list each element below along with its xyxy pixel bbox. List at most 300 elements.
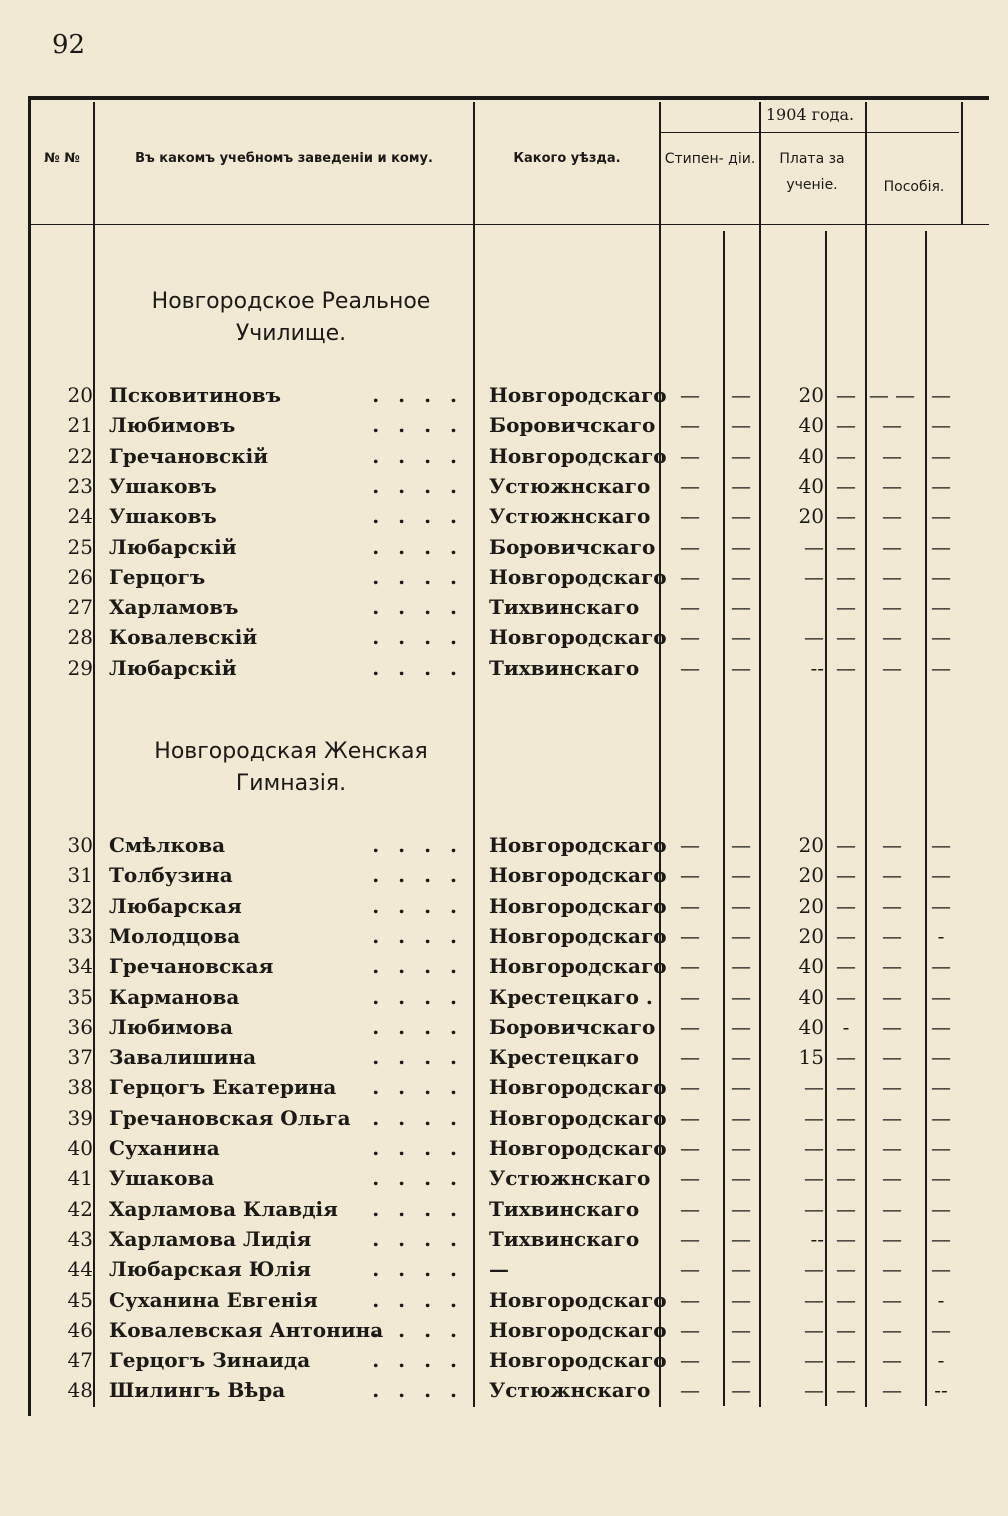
allowance-value: — —: [868, 383, 916, 407]
fee-value: —: [804, 1136, 824, 1160]
leader-dots: . . . .: [372, 954, 463, 979]
row-number: 46: [67, 1317, 93, 1342]
stipend-value: —: [680, 473, 700, 498]
header-rule: [31, 224, 989, 225]
student-name: Любарскій: [109, 655, 237, 680]
allowance-value: —: [882, 954, 902, 979]
fee-value: —: [836, 1075, 856, 1100]
stipend-value: —: [731, 473, 751, 498]
stipend-value: —: [731, 534, 751, 559]
row-number: 47: [67, 1348, 93, 1373]
stipend-value: —: [731, 1166, 751, 1191]
student-name: Гречановская Ольга: [109, 1105, 351, 1130]
allowance-value: —: [931, 1196, 951, 1221]
stipend-value: —: [731, 595, 751, 620]
table-row: [31, 1254, 989, 1284]
district: Боровичскаго: [489, 534, 656, 559]
stipend-value: —: [680, 954, 700, 979]
header-allowance: Пособія.: [883, 179, 945, 195]
allowance-value: —: [882, 1045, 902, 1070]
district: Тихвинскаго: [489, 1226, 640, 1251]
allowance-value: —: [931, 504, 951, 529]
row-number: 48: [67, 1378, 93, 1403]
allowance-value: —: [931, 833, 951, 857]
allowance-value: -: [937, 923, 945, 948]
fee-value: 40: [798, 1014, 824, 1039]
row-number: 26: [67, 564, 93, 589]
leader-dots: . . . .: [372, 564, 463, 589]
stipend-value: —: [731, 1075, 751, 1100]
allowance-value: -: [937, 1348, 945, 1373]
fee-value: -: [842, 1014, 850, 1039]
stipend-value: —: [731, 655, 751, 680]
stipend-value: —: [731, 1287, 751, 1312]
leader-dots: . . . .: [372, 1105, 463, 1130]
fee-value: 15: [798, 1045, 824, 1070]
fee-value: —: [804, 534, 824, 559]
allowance-value: —: [882, 1348, 902, 1373]
student-name: Любимова: [109, 1014, 233, 1039]
allowance-value: —: [931, 1136, 951, 1160]
leader-dots: . . . .: [372, 1317, 463, 1342]
leader-dots: . . . .: [372, 1196, 463, 1221]
table-row: [31, 1103, 989, 1133]
allowance-value: —: [882, 413, 902, 438]
fee-value: —: [804, 1287, 824, 1312]
row-number: 44: [67, 1257, 93, 1282]
fee-value: —: [804, 625, 824, 650]
table-row: [31, 1375, 989, 1405]
allowance-value: —: [882, 1105, 902, 1130]
stipend-value: —: [680, 534, 700, 559]
fee-value: —: [804, 1378, 824, 1403]
table-row: [31, 622, 989, 652]
table-row: [31, 501, 989, 531]
row-number: 43: [67, 1226, 93, 1251]
allowance-value: —: [882, 1136, 902, 1160]
district: Новгородскаго: [489, 833, 667, 857]
table-row: [31, 380, 989, 410]
leader-dots: . . . .: [372, 1287, 463, 1312]
allowance-value: —: [931, 443, 951, 468]
fee-value: —: [836, 473, 856, 498]
row-number: 29: [67, 655, 93, 680]
district: Новгородскаго: [489, 1348, 667, 1373]
table-row: [31, 592, 989, 622]
fee-value: —: [836, 443, 856, 468]
row-number: 41: [67, 1166, 93, 1191]
district: Боровичскаго: [489, 413, 656, 438]
fee-value: —: [836, 923, 856, 948]
student-name: Гречановская: [109, 954, 274, 979]
district: Крестецкаго: [489, 1045, 639, 1070]
fee-value: —: [836, 863, 856, 888]
fee-value: --: [810, 1226, 824, 1251]
district: Устюжнскаго: [489, 1378, 651, 1403]
fee-value: 20: [798, 893, 824, 918]
allowance-value: —: [882, 863, 902, 888]
stipend-value: —: [680, 413, 700, 438]
student-name: Ковалевская Антонина: [109, 1317, 384, 1342]
district: Крестецкаго .: [489, 984, 653, 1009]
fee-value: 20: [798, 863, 824, 888]
fee-value: 20: [798, 383, 824, 407]
leader-dots: . . . .: [372, 1136, 463, 1160]
allowance-value: —: [882, 1075, 902, 1100]
stipend-value: —: [731, 1136, 751, 1160]
allowance-value: —: [931, 984, 951, 1009]
leader-dots: . . . .: [372, 833, 463, 857]
stipend-value: —: [731, 984, 751, 1009]
student-name: Толбузина: [109, 863, 233, 888]
allowance-value: --: [934, 1378, 948, 1403]
row-number: 31: [67, 863, 93, 888]
row-number: 42: [67, 1196, 93, 1221]
stipend-value: —: [680, 1317, 700, 1342]
allowance-value: -: [937, 1287, 945, 1312]
student-name: Харламова Лидія: [109, 1226, 312, 1251]
row-number: 32: [67, 893, 93, 918]
student-name: Суханина: [109, 1136, 220, 1160]
table-row: [31, 860, 989, 890]
stipend-value: —: [731, 625, 751, 650]
allowance-value: —: [882, 504, 902, 529]
allowance-value: —: [931, 863, 951, 888]
stipend-value: —: [731, 1348, 751, 1373]
district: Тихвинскаго: [489, 1196, 640, 1221]
fee-value: —: [836, 1045, 856, 1070]
district: —: [489, 1257, 509, 1282]
stipend-value: —: [731, 1257, 751, 1282]
table-row: [31, 562, 989, 592]
allowance-value: —: [882, 1317, 902, 1342]
district: Новгородскаго: [489, 863, 667, 888]
leader-dots: . . . .: [372, 863, 463, 888]
stipend-value: —: [731, 1045, 751, 1070]
stipend-value: —: [680, 383, 700, 407]
row-number: 35: [67, 984, 93, 1009]
row-number: 22: [67, 443, 93, 468]
student-name: Харламова Клавдія: [109, 1196, 338, 1221]
stipend-value: —: [731, 1014, 751, 1039]
district: Новгородскаго: [489, 443, 667, 468]
allowance-value: —: [882, 923, 902, 948]
leader-dots: . . . .: [372, 625, 463, 650]
allowance-value: —: [931, 954, 951, 979]
district: Новгородскаго: [489, 1287, 667, 1312]
table-row: [31, 1345, 989, 1375]
header-institution: Въ какомъ учебномъ заведеніи и кому.: [135, 151, 433, 166]
allowance-value: —: [931, 1014, 951, 1039]
district: Новгородскаго: [489, 564, 667, 589]
allowance-value: —: [882, 1196, 902, 1221]
table-row: [31, 982, 989, 1012]
table-row: [31, 532, 989, 562]
allowance-value: —: [882, 1257, 902, 1282]
allowance-value: —: [931, 655, 951, 680]
fee-value: 40: [798, 473, 824, 498]
fee-value: —: [804, 1075, 824, 1100]
allowance-value: —: [882, 1226, 902, 1251]
table-row: [31, 1194, 989, 1224]
allowance-value: —: [931, 1045, 951, 1070]
table-row: [31, 471, 989, 501]
allowance-value: —: [931, 534, 951, 559]
header-num: № №: [44, 151, 80, 166]
stipend-value: —: [680, 1196, 700, 1221]
stipend-value: —: [680, 655, 700, 680]
student-name: Любарская: [109, 893, 242, 918]
allowance-value: —: [931, 625, 951, 650]
stipend-value: —: [680, 1075, 700, 1100]
stipend-value: —: [731, 1226, 751, 1251]
header-year: 1904 года.: [765, 105, 855, 124]
table-row: [31, 410, 989, 440]
stipend-value: —: [680, 863, 700, 888]
allowance-value: —: [882, 1014, 902, 1039]
stipend-value: —: [680, 595, 700, 620]
district: Новгородскаго: [489, 1136, 667, 1160]
student-name: Ушаковъ: [109, 504, 217, 529]
row-number: 34: [67, 954, 93, 979]
allowance-value: —: [931, 1166, 951, 1191]
fee-value: —: [836, 564, 856, 589]
allowance-value: —: [931, 473, 951, 498]
fee-value: —: [804, 564, 824, 589]
leader-dots: . . . .: [372, 655, 463, 680]
stipend-value: —: [680, 1166, 700, 1191]
table-row: [31, 951, 989, 981]
allowance-value: —: [882, 893, 902, 918]
allowance-value: —: [882, 443, 902, 468]
district: Новгородскаго: [489, 625, 667, 650]
allowance-value: —: [882, 833, 902, 857]
stipend-value: —: [680, 984, 700, 1009]
table-row: [31, 1285, 989, 1315]
section-title: Новгородская Женская Гимназія.: [154, 739, 428, 796]
table-row: [31, 1163, 989, 1193]
leader-dots: . . . .: [372, 1226, 463, 1251]
fee-value: —: [836, 1378, 856, 1403]
allowance-value: —: [882, 473, 902, 498]
stipend-value: —: [680, 504, 700, 529]
leader-dots: . . . .: [372, 923, 463, 948]
leader-dots: . . . .: [372, 893, 463, 918]
leader-dots: . . . .: [372, 473, 463, 498]
fee-value: —: [836, 1257, 856, 1282]
leader-dots: . . . .: [372, 1166, 463, 1191]
fee-value: —: [836, 383, 856, 407]
table-row: [31, 1042, 989, 1072]
year-rule: [659, 132, 959, 133]
fee-value: —: [836, 893, 856, 918]
fee-value: —: [804, 1317, 824, 1342]
fee-value: —: [836, 1287, 856, 1312]
fee-value: —: [836, 1317, 856, 1342]
stipend-value: —: [731, 863, 751, 888]
fee-value: —: [836, 413, 856, 438]
row-number: 28: [67, 625, 93, 650]
fee-value: —: [836, 1196, 856, 1221]
allowance-value: —: [882, 1287, 902, 1312]
row-number: 40: [67, 1136, 93, 1160]
fee-value: —: [804, 1348, 824, 1373]
header-stipend: Стипен- діи.: [664, 151, 756, 167]
allowance-value: —: [931, 1257, 951, 1282]
district: Новгородскаго: [489, 893, 667, 918]
student-name: Любарскій: [109, 534, 237, 559]
page-number: 92: [52, 30, 86, 60]
student-name: Герцогъ Зинаида: [109, 1348, 311, 1373]
row-number: 36: [67, 1014, 93, 1039]
leader-dots: . . . .: [372, 383, 463, 407]
fee-value: —: [836, 625, 856, 650]
allowance-value: —: [882, 595, 902, 620]
allowance-value: —: [931, 413, 951, 438]
row-number: 30: [67, 833, 93, 857]
stipend-value: —: [680, 893, 700, 918]
allowance-value: —: [931, 595, 951, 620]
fee-value: —: [836, 1166, 856, 1191]
row-number: 33: [67, 923, 93, 948]
fee-value: 20: [798, 833, 824, 857]
allowance-value: —: [882, 534, 902, 559]
fee-value: —: [836, 1348, 856, 1373]
row-number: 20: [67, 383, 93, 407]
stipend-value: —: [680, 443, 700, 468]
allowance-value: —: [882, 564, 902, 589]
student-name: Ковалевскій: [109, 625, 258, 650]
allowance-value: —: [882, 984, 902, 1009]
stipend-value: —: [731, 383, 751, 407]
stipend-value: —: [731, 564, 751, 589]
allowance-value: —: [931, 1075, 951, 1100]
student-name: Ушакова: [109, 1166, 215, 1191]
stipend-value: —: [680, 1136, 700, 1160]
fee-value: 40: [798, 984, 824, 1009]
district: Новгородскаго: [489, 383, 667, 407]
student-name: Любимовъ: [109, 413, 236, 438]
stipend-value: —: [731, 833, 751, 857]
leader-dots: . . . .: [372, 534, 463, 559]
table-row: [31, 653, 989, 683]
student-name: Ушаковъ: [109, 473, 217, 498]
col-divider: [961, 102, 963, 224]
fee-value: —: [836, 984, 856, 1009]
student-name: Псковитиновъ: [109, 383, 282, 407]
district: Тихвинскаго: [489, 595, 640, 620]
stipend-value: —: [680, 625, 700, 650]
district: Боровичскаго: [489, 1014, 656, 1039]
stipend-value: —: [680, 1378, 700, 1403]
fee-value: 20: [798, 923, 824, 948]
leader-dots: . . . .: [372, 1045, 463, 1070]
district: Устюжнскаго: [489, 473, 651, 498]
leader-dots: . . . .: [372, 443, 463, 468]
table-row: [31, 441, 989, 471]
fee-value: —: [804, 1105, 824, 1130]
leader-dots: . . . .: [372, 1257, 463, 1282]
stipend-value: —: [680, 1045, 700, 1070]
district: Устюжнскаго: [489, 1166, 651, 1191]
table-row: [31, 1133, 989, 1163]
student-name: Карманова: [109, 984, 240, 1009]
fee-value: —: [836, 534, 856, 559]
student-name: Смѣлкова: [109, 833, 226, 857]
allowance-value: —: [882, 625, 902, 650]
leader-dots: . . . .: [372, 1014, 463, 1039]
stipend-value: —: [680, 1105, 700, 1130]
student-name: Харламовъ: [109, 595, 239, 620]
row-number: 37: [67, 1045, 93, 1070]
table-row: [31, 1224, 989, 1254]
stipend-value: —: [731, 1196, 751, 1221]
allowance-value: —: [931, 564, 951, 589]
fee-value: —: [836, 954, 856, 979]
stipend-value: —: [680, 1287, 700, 1312]
stipend-table: [28, 96, 989, 1416]
allowance-value: —: [931, 1226, 951, 1251]
district: Новгородскаго: [489, 954, 667, 979]
fee-value: 40: [798, 443, 824, 468]
stipend-value: —: [680, 564, 700, 589]
leader-dots: . . . .: [372, 1348, 463, 1373]
row-number: 21: [67, 413, 93, 438]
stipend-value: —: [731, 1317, 751, 1342]
fee-value: —: [836, 504, 856, 529]
fee-value: —: [804, 1196, 824, 1221]
district: Устюжнскаго: [489, 504, 651, 529]
leader-dots: . . . .: [372, 1378, 463, 1403]
leader-dots: . . . .: [372, 504, 463, 529]
student-name: Герцогъ Екатерина: [109, 1075, 337, 1100]
allowance-value: —: [882, 1378, 902, 1403]
leader-dots: . . . .: [372, 595, 463, 620]
row-number: 27: [67, 595, 93, 620]
allowance-value: —: [931, 383, 951, 407]
stipend-value: —: [731, 893, 751, 918]
student-name: Молодцова: [109, 923, 241, 948]
district: Новгородскаго: [489, 923, 667, 948]
fee-value: —: [836, 1226, 856, 1251]
allowance-value: —: [931, 1317, 951, 1342]
table-row: [31, 830, 989, 860]
fee-value: —: [804, 1166, 824, 1191]
stipend-value: —: [731, 1105, 751, 1130]
fee-value: 40: [798, 413, 824, 438]
district: Новгородскаго: [489, 1105, 667, 1130]
table-row: [31, 1072, 989, 1102]
student-name: Любарская Юлія: [109, 1257, 312, 1282]
allowance-value: —: [882, 1166, 902, 1191]
fee-value: --: [810, 655, 824, 680]
allowance-value: —: [882, 655, 902, 680]
stipend-value: —: [731, 443, 751, 468]
stipend-value: —: [731, 923, 751, 948]
fee-value: 20: [798, 504, 824, 529]
table-row: [31, 1012, 989, 1042]
row-number: 45: [67, 1287, 93, 1312]
district: Тихвинскаго: [489, 655, 640, 680]
stipend-value: —: [680, 1348, 700, 1373]
stipend-value: —: [680, 1014, 700, 1039]
student-name: Гречановскій: [109, 443, 269, 468]
fee-value: 40: [798, 954, 824, 979]
stipend-value: —: [680, 1257, 700, 1282]
header-district: Какого уѣзда.: [513, 151, 621, 166]
table-row: [31, 921, 989, 951]
stipend-value: —: [731, 954, 751, 979]
